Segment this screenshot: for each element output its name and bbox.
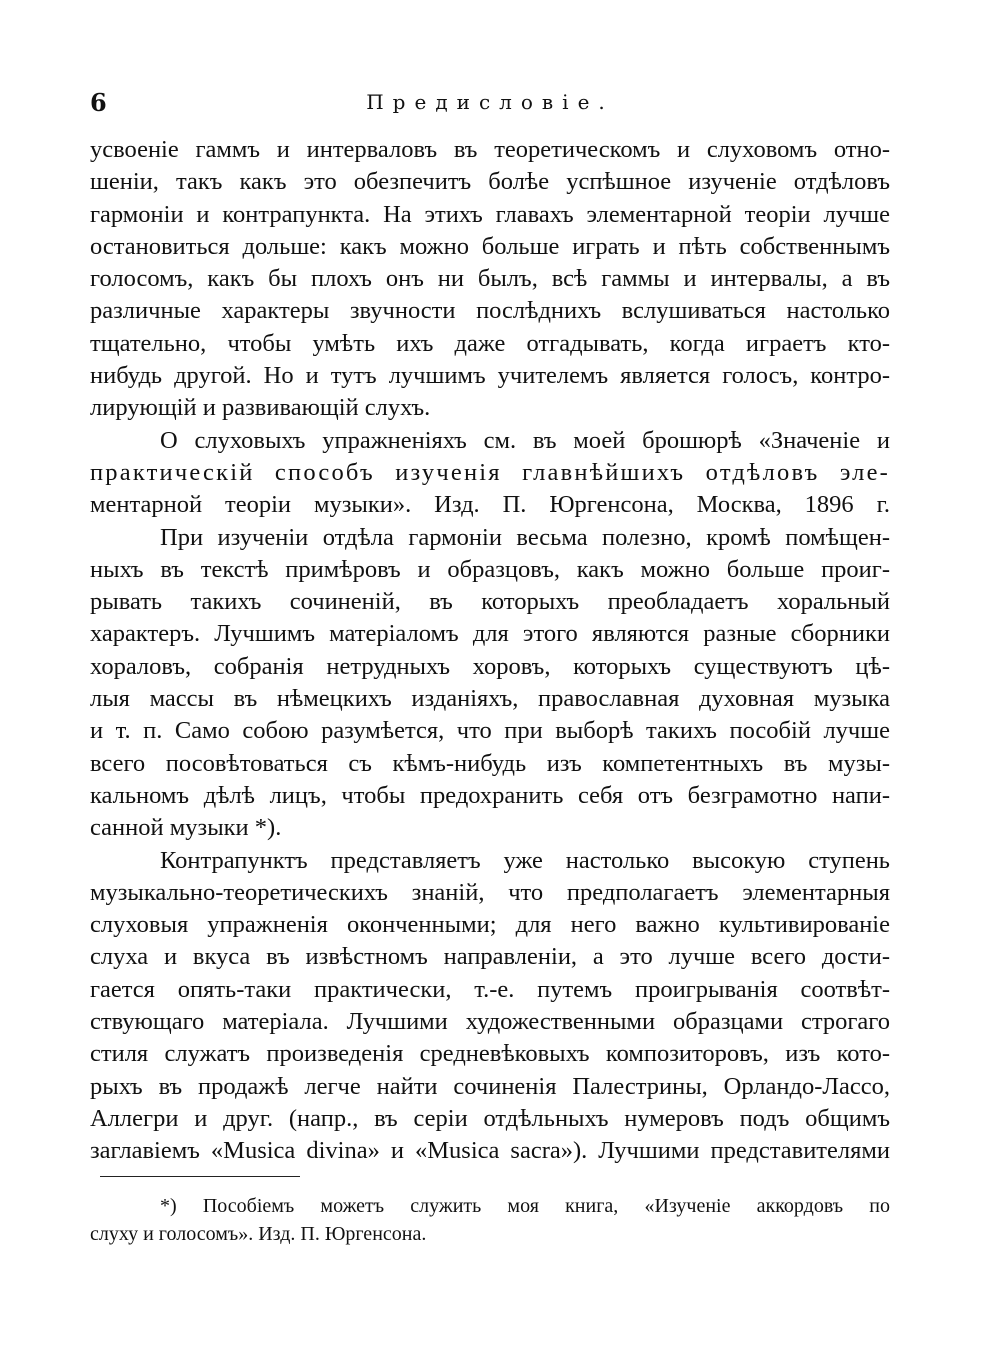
text-line: различные характеры звучности послѣднихъ вслушиваться настолько	[90, 297, 890, 325]
text-line: слуха и вкуса въ извѣстномъ направленiи, а это лучше всего дости-	[90, 943, 890, 971]
page-header	[90, 88, 890, 124]
text-line: тщательно, чтобы умѣть ихъ даже отгадывать, когда играетъ кто-	[90, 329, 890, 357]
text-line: санной музыки *).	[90, 814, 282, 842]
text-line: Контрапунктъ представляетъ уже настолько высокую ступень	[160, 846, 890, 874]
footnote-divider	[100, 1176, 300, 1177]
text-line: О слуховыхъ упражненiяхъ см. въ моей брошюрѣ «Значенiе и	[160, 426, 890, 454]
text-line: практическiй способъ изученiя главнѣйшихъ отдѣловъ эле-	[90, 458, 890, 486]
text-line: Аллегри и друг. (напр., въ серiи отдѣльныхъ нумеровъ подъ общимъ	[90, 1104, 890, 1132]
text-line: заглавiемъ «Musica divina» и «Musica sacra»). Лучшими представителями	[90, 1137, 890, 1165]
text-line: лирующiй и развивающiй слухъ.	[90, 394, 431, 422]
text-line: всего посовѣтоваться съ кѣмъ-нибудь изъ компетентныхъ въ музы-	[90, 749, 890, 777]
text-line: ныхъ въ текстѣ примѣровъ и образцовъ, какъ можно больше проиг-	[90, 555, 890, 583]
text-line: ствующаго матерiала. Лучшими художественными образцами строгаго	[90, 1008, 890, 1036]
text-line: рывать такихъ сочиненiй, въ которыхъ преобладаетъ хоральный	[90, 588, 890, 616]
paragraph-3	[90, 522, 890, 845]
page-number: 6	[90, 88, 107, 117]
text-line: слуховыя упражненiя оконченными; для него важно культивированiе	[90, 911, 890, 939]
text-line: нибудь другой. Но и тутъ лучшимъ учителемъ является голосъ, контро-	[90, 362, 890, 390]
text-line: гармонiи и контрапункта. На этихъ главахъ элементарной теорiи лучше	[90, 200, 890, 228]
footnote	[90, 1192, 890, 1248]
text-line: характеръ. Лучшимъ матерiаломъ для этого являются разные сборники	[90, 620, 890, 648]
text-line: гается опять-таки практически, т.-е. путемъ проигрыванiя соотвѣт-	[90, 975, 890, 1003]
footnote-line: слуху и голосомъ». Изд. П. Юргенсона.	[90, 1223, 427, 1245]
text-line: голосомъ, какъ бы плохъ онъ ни былъ, всѣ гаммы и интервалы, а въ	[90, 265, 890, 293]
paragraph-4	[90, 845, 890, 1168]
book-page	[90, 88, 890, 1268]
running-title: Предисловiе.	[366, 90, 614, 114]
paragraph-1	[90, 134, 890, 425]
text-line: При изученiи отдѣла гармонiи весьма полезно, кромѣ помѣщен-	[160, 523, 890, 551]
footnote-line: *) Пособiемъ можетъ служить моя книга, «Изученiе аккордовъ по	[160, 1195, 890, 1217]
text-line: лыя массы въ нѣмецкихъ изданiяхъ, православная духовная музыка	[90, 685, 890, 713]
paragraph-2	[90, 425, 890, 522]
text-line: ментарной теорiи музыки». Изд. П. Юргенсона, Москва, 1896 г.	[90, 491, 890, 519]
text-line: хораловъ, собранiя нетрудныхъ хоровъ, которыхъ существуютъ цѣ-	[90, 652, 890, 680]
text-line: стиля служатъ произведенiя средневѣковыхъ композиторовъ, изъ кото-	[90, 1040, 890, 1068]
text-line: рыхъ въ продажѣ легче найти сочиненiя Палестрины, Орландо-Лассо,	[90, 1072, 890, 1100]
text-line: усвоенiе гаммъ и интерваловъ въ теоретическомъ и слуховомъ отно-	[90, 136, 890, 163]
body-text	[90, 134, 890, 1168]
text-line: шенiи, такъ какъ это обезпечитъ болѣе успѣшное изученiе отдѣловъ	[90, 168, 890, 196]
text-line: кальномъ дѣлѣ лицъ, чтобы предохранить себя отъ безграмотно напи-	[90, 781, 890, 809]
text-line: и т. п. Само собою разумѣется, что при выборѣ такихъ пособiй лучше	[90, 717, 890, 745]
text-line: музыкально-теоретическихъ знанiй, что предполагаетъ элементарныя	[90, 878, 890, 906]
text-line: остановиться дольше: какъ можно больше играть и пѣть собственнымъ	[90, 232, 890, 260]
